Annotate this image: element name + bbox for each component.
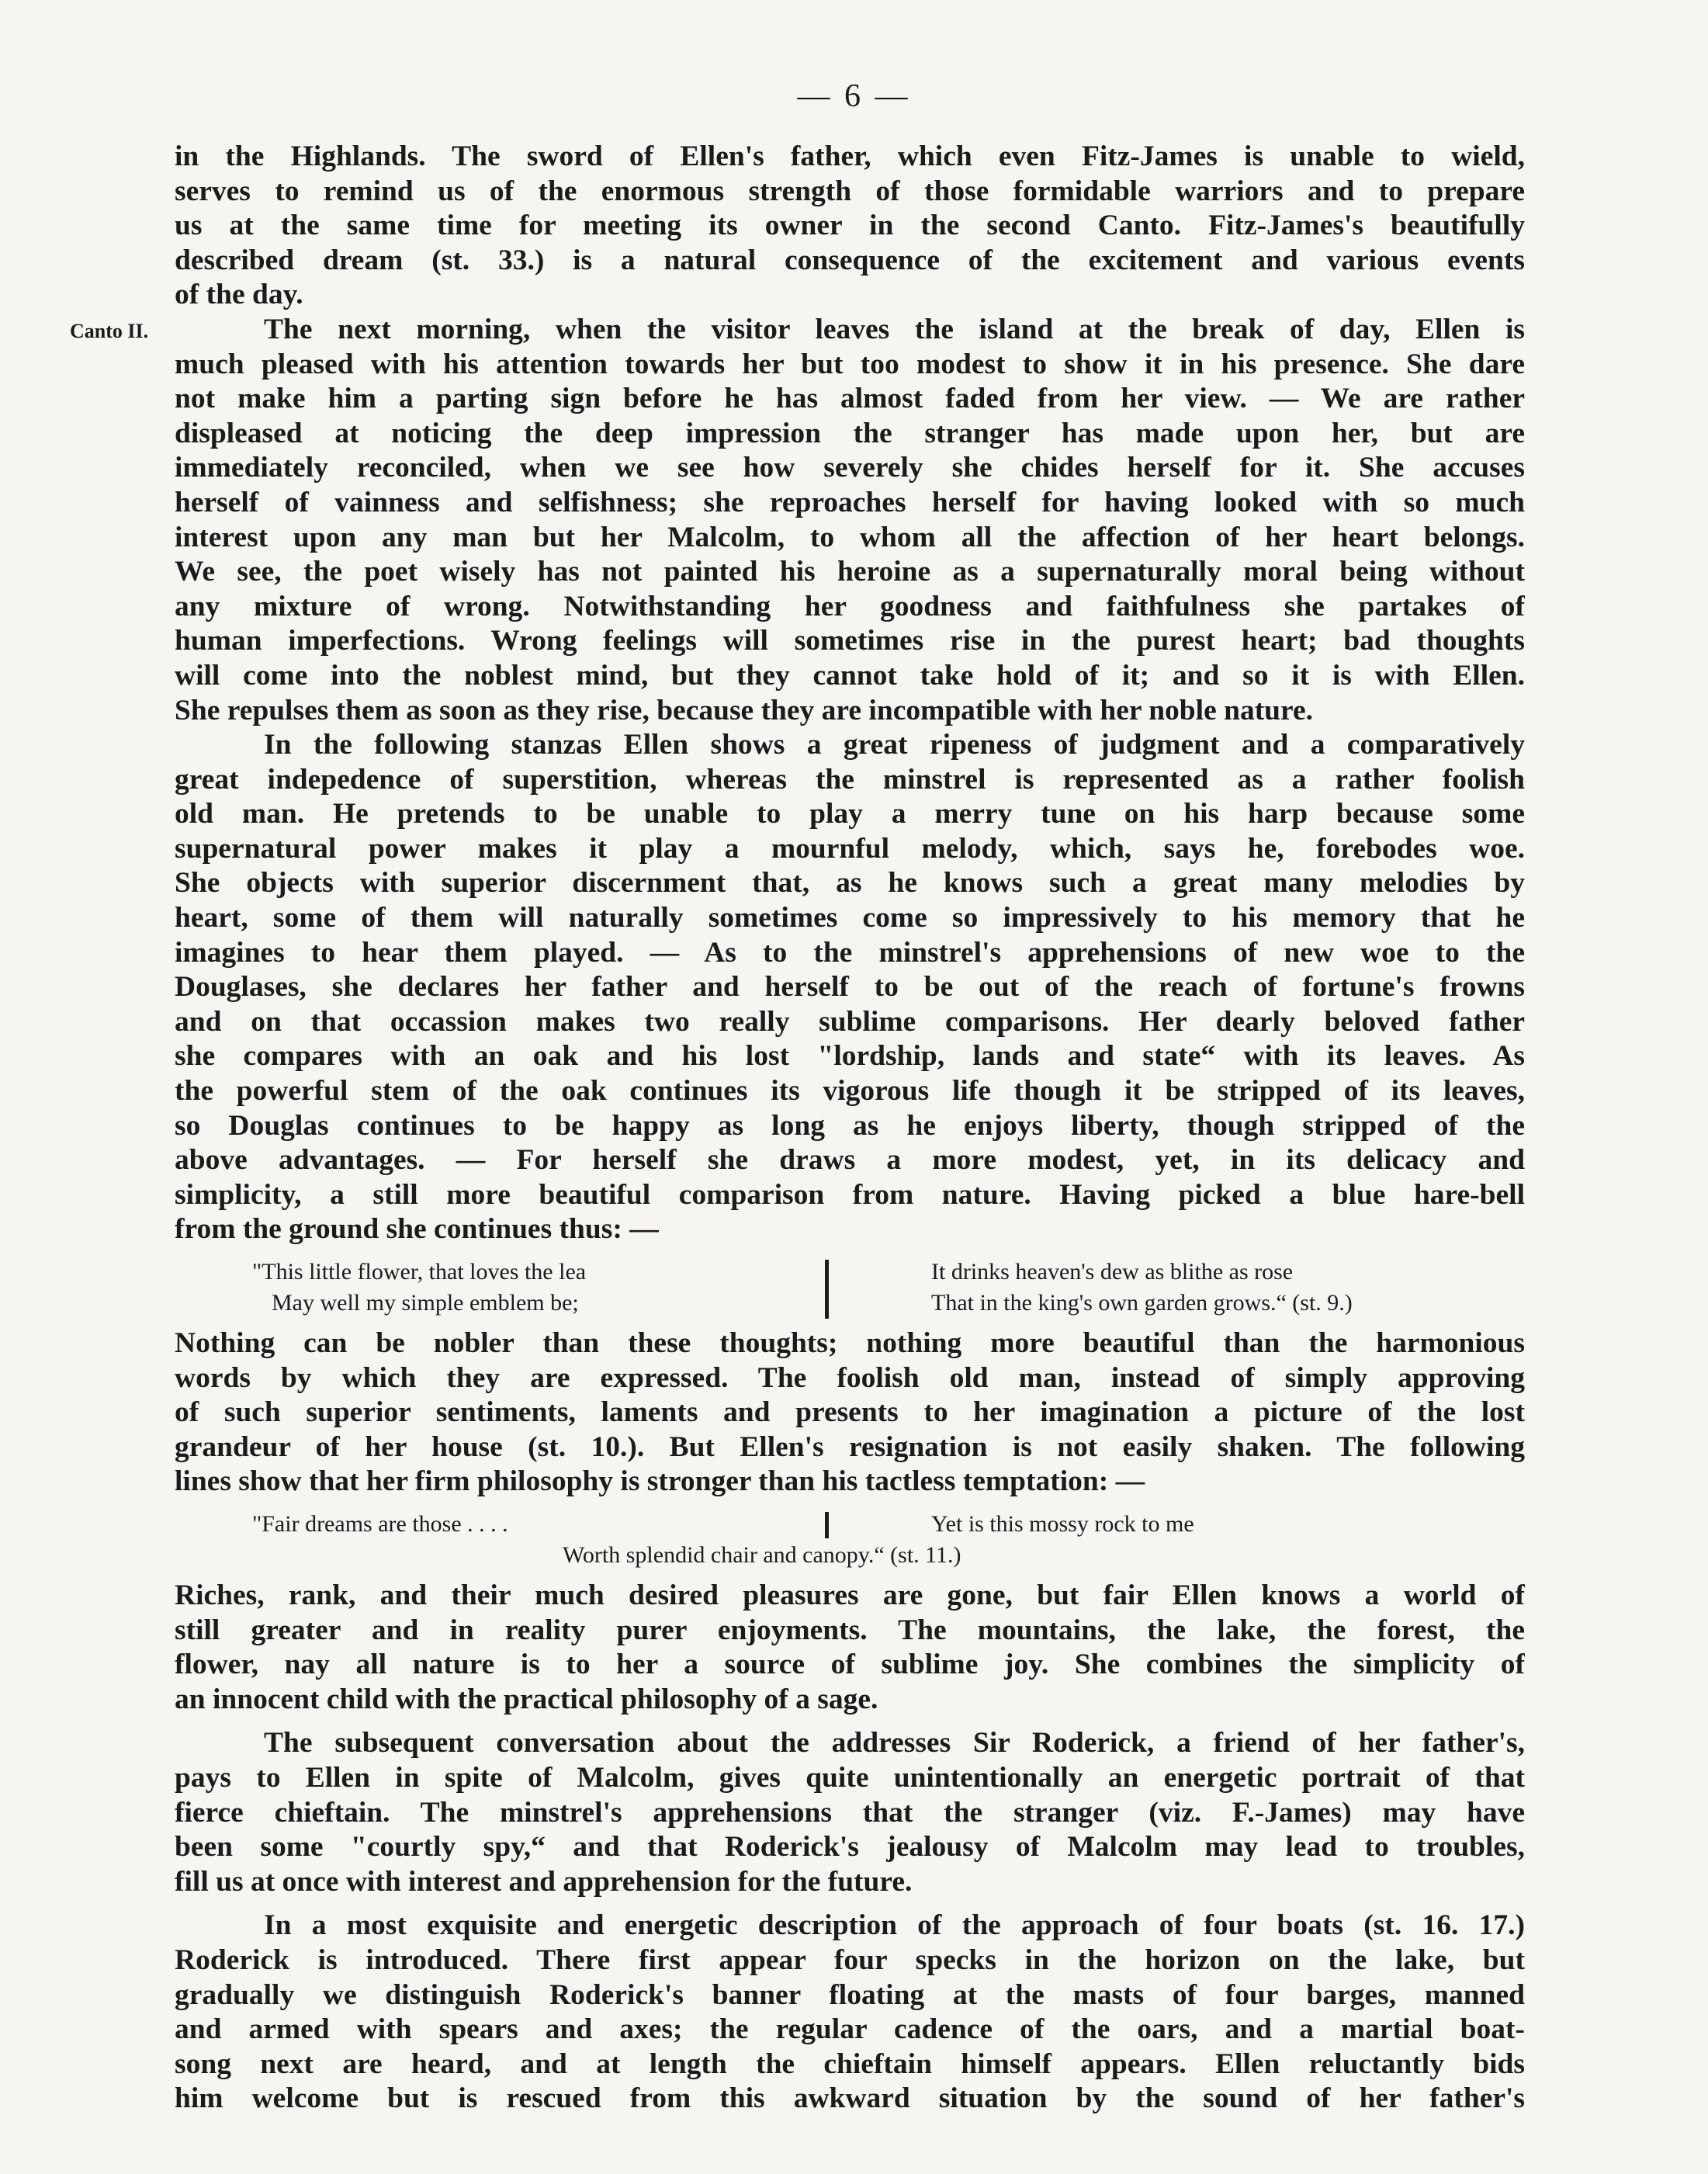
text-line: in the Highlands. The sword of Ellen's father, which even Fitz-James is unable to wield, [175,140,1525,172]
paragraph-gap [175,1717,1525,1726]
text-line: serves to remind us of the enormous strength of those formidable warriors and to prepare [175,175,1525,207]
verse-line: "Fair dreams are those . . . . [252,1510,508,1537]
verse-line: Yet is this mossy rock to me [931,1510,1194,1537]
page-number: — 6 — [797,78,911,114]
text-line: immediately reconciled, when we see how severely she chides herself for it. She accuses [175,452,1525,484]
text-line: song next are heard, and at length the chieftain himself appears. Ellen reluctantly bids [175,2047,1525,2080]
text-line: of the day. [175,279,303,311]
text-line: him welcome but is rescued from this awkward situation by the sound of her father's [175,2082,1525,2115]
paragraph-2 [175,313,1525,728]
text-line: the powerful stem of the oak continues its vigorous life though it be stripped of its leaves, [175,1075,1525,1108]
text-line: imagines to hear them played. — As to the minstrel's apprehensions of new woe to the [175,936,1525,969]
verse-line: "This little flower, that loves the lea [252,1259,587,1285]
text-line: old man. He pretends to be unable to play a merry tune on his harp because some [175,798,1525,830]
text-line: will come into the noblest mind, but they cannot take hold of it; and so it is with Ellen. [175,659,1525,692]
paragraph-3 [175,728,1525,1247]
text-line: us at the same time for meeting its owner in the second Canto. Fitz-James's beautifully [175,210,1525,242]
text-line: herself of vainness and selfishness; she reproaches herself for having looked with so much [175,486,1525,518]
text-line: lines show that her firm philosophy is stronger than his tactless temptation: — [175,1465,1145,1498]
text-line: so Douglas continues to be happy as long as he enjoys liberty, though stripped of the [175,1109,1525,1142]
text-line: heart, some of them will naturally sometimes come so impressively to his memory that he [175,902,1525,934]
margin-note-canto: Canto II. [70,320,149,342]
text-line: fierce chieftain. The minstrel's apprehensions that the stranger (viz. F.-James) may have [175,1796,1525,1829]
verse-line: That in the king's own garden grows.“ (st. 9.) [931,1290,1353,1316]
verse-line: It drinks heaven's dew as blithe as rose [931,1259,1294,1285]
paragraph-7 [175,1909,1525,2117]
verse-line: May well my simple emblem be; [272,1290,579,1316]
body-text [175,140,1525,2117]
text-line: We see, the poet wisely has not painted his heroine as a supernaturally moral being without [175,556,1525,588]
text-line: Nothing can be nobler than these thoughts; nothing more beautiful than the harmonious [175,1327,1525,1359]
text-line: any mixture of wrong. Notwithstanding her goodness and faithfulness she partakes of [175,590,1525,622]
paragraph-1 [175,140,1525,313]
text-line: from the ground she continues thus: — [175,1213,659,1246]
paragraph-gap [175,1899,1525,1909]
text-line: displeased at noticing the deep impression the stranger has made upon her, but are [175,417,1525,449]
verse-line: Worth splendid chair and canopy.“ (st. 11.) [563,1541,961,1568]
text-line: In a most exquisite and energetic description of the approach of four boats (st. 16. 17.) [264,1909,1525,1942]
text-line: and armed with spears and axes; the regular cadence of the oars, and a martial boat- [175,2013,1525,2046]
paragraph-6 [175,1726,1525,1899]
text-line: grandeur of her house (st. 10.). But Ellen's resignation is not easily shaken. The following [175,1430,1525,1463]
text-line: The subsequent conversation about the addresses Sir Roderick, a friend of her father's, [264,1727,1525,1760]
text-line: Roderick is introduced. There first appear four specks in the horizon on the lake, but [175,1943,1525,1976]
text-line: been some "courtly spy,“ and that Roderick's jealousy of Malcolm may lead to troubles, [175,1831,1525,1864]
text-line: human imperfections. Wrong feelings will sometimes rise in the purest heart; bad thoughts [175,625,1525,657]
text-line: still greater and in reality purer enjoyments. The mountains, the lake, the forest, the [175,1614,1525,1646]
text-line: supernatural power makes it play a mournful melody, which, says he, forebodes woe. [175,832,1525,865]
text-line: great indepedence of superstition, whereas the minstrel is represented as a rather foolish [175,763,1525,796]
verse-quote-st11 [175,1509,1525,1574]
text-line: fill us at once with interest and apprehension for the future. [175,1865,913,1898]
text-line: The next morning, when the visitor leaves the island at the break of day, Ellen is [264,313,1525,345]
text-line: She objects with superior discernment that, as he knows such a great many melodies by [175,867,1525,900]
text-line: Douglases, she declares her father and herself to be out of the reach of fortune's frowns [175,971,1525,1004]
text-line: Riches, rank, and their much desired pleasures are gone, but fair Ellen knows a world of [175,1579,1525,1611]
text-line: and on that occassion makes two really sublime comparisons. Her dearly beloved father [175,1005,1525,1038]
text-line: described dream (st. 33.) is a natural consequence of the excitement and various events [175,244,1525,276]
text-line: of such superior sentiments, laments and presents to her imagination a picture of the lost [175,1396,1525,1429]
text-line: flower, nay all nature is to her a source of sublime joy. She combines the simplicity of [175,1649,1525,1681]
text-line: above advantages. — For herself she draws a more modest, yet, in its delicacy and [175,1144,1525,1177]
verse-divider [825,1512,829,1538]
text-line: words by which they are expressed. The foolish old man, instead of simply approving [175,1361,1525,1394]
verse-quote-st9 [175,1257,1525,1322]
text-line: pays to Ellen in spite of Malcolm, gives quite unintentionally an energetic portrait of that [175,1761,1525,1794]
paragraph-4 [175,1326,1525,1500]
text-line: In the following stanzas Ellen shows a great ripeness of judgment and a comparatively [264,729,1525,761]
text-line: not make him a parting sign before he has almost faded from her view. — We are rather [175,383,1525,415]
text-line: She repulses them as soon as they rise, because they are incompatible with her noble nature. [175,694,1314,726]
text-line: gradually we distinguish Roderick's banner floating at the masts of four barges, manned [175,1978,1525,2011]
text-line: simplicity, a still more beautiful comparison from nature. Having picked a blue hare-bell [175,1178,1525,1211]
text-line: interest upon any man but her Malcolm, to whom all the affection of her heart belongs. [175,521,1525,553]
text-line: she compares with an oak and his lost "lordship, lands and state“ with its leaves. As [175,1040,1525,1073]
paragraph-5 [175,1579,1525,1717]
text-line: an innocent child with the practical philosophy of a sage. [175,1683,878,1715]
text-line: much pleased with his attention towards her but too modest to show it in his presence. She dare [175,348,1525,380]
verse-divider [825,1260,829,1319]
